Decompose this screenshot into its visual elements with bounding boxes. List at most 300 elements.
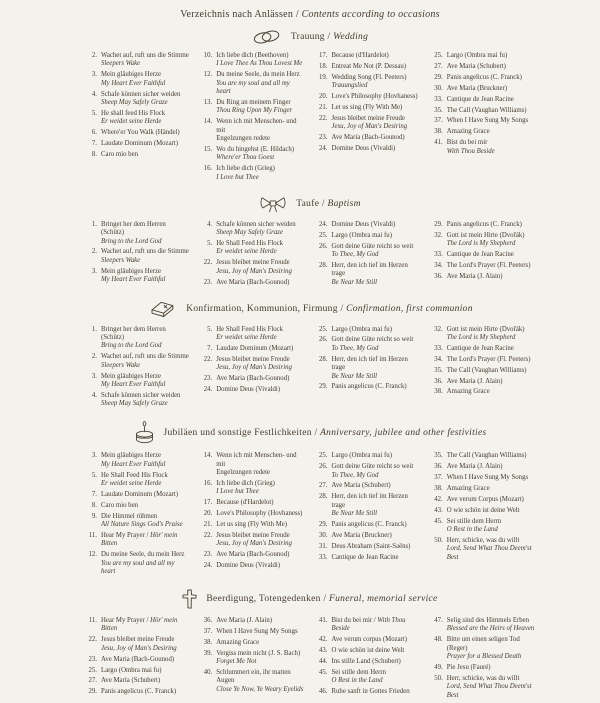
song-subtitle: Jesu, Joy of Man's Desiring [101,644,177,652]
page-title [84,9,536,20]
song-entry [199,240,305,257]
column-2 [199,221,305,290]
song-number: 3. [91,452,97,460]
song-number: 17. [203,499,213,507]
song-number: 44. [319,658,328,666]
song-text [216,510,305,518]
song-text [101,140,190,148]
song-subtitle: My Heart Ever Faithful [101,79,166,87]
song-text [216,356,305,373]
song-entry [430,117,536,125]
song-subtitle: Jesu, Joy of Man's Desiring [216,540,292,548]
song-title: Selig sind des Himmels Erben [446,616,530,624]
song-entry [84,373,190,390]
bible-icon [147,299,177,319]
song-number: 14. [203,118,213,126]
song-number: 25. [319,452,328,460]
song-text [216,259,305,276]
song-subtitle: To Thee, My God [331,471,379,479]
song-number: 6. [91,129,97,137]
cross-icon [182,588,197,610]
song-number: 11. [88,531,97,539]
song-number: 15. [203,146,213,154]
song-number: 25. [319,231,328,239]
song-text [332,52,421,60]
song-entry [199,356,305,373]
song-entry [199,650,305,667]
song-text [101,52,190,69]
song-title: Schafe können sicher weiden [101,90,181,98]
song-entry [84,617,190,634]
song-title-italic: Hör' mein Bitten [101,531,178,548]
song-entry [315,336,421,353]
song-text [447,85,536,93]
song-text [216,639,305,647]
column-4 [430,617,536,703]
song-entry [199,71,305,96]
song-entry [430,463,536,471]
song-text [216,562,305,570]
song-number: 29. [434,220,443,228]
song-entry [315,658,421,666]
song-subtitle: Sleepers Wake [101,256,141,264]
song-number: 20. [203,510,213,518]
song-number: 35. [434,366,443,374]
song-subtitle: Er weidet seine Herde [216,333,277,341]
song-number: 5. [91,109,97,117]
song-number: 36. [434,377,443,385]
song-subtitle: Engelzungen redete [216,135,271,143]
song-text [447,96,536,104]
song-title: Ave Maria (J. Alain) [446,463,503,471]
column-1 [84,52,190,162]
song-entry [84,502,190,510]
song-number: 33. [319,553,328,561]
song-title: The Lord's Prayer (Fl. Peeters) [446,355,531,363]
song-title: Ave Maria (Bach-Gounod) [216,278,290,286]
song-subtitle: Sleepers Wake [101,361,141,369]
song-text [216,628,305,636]
song-entry [84,326,190,351]
song-title: Wachet auf, ruft uns die Stimme [101,353,189,361]
section-heading-en: Wedding [333,32,369,42]
song-entry [199,628,305,636]
song-subtitle: You are my soul and all my heart [216,79,290,96]
song-number: 23. [203,278,213,286]
song-number: 4. [91,90,97,98]
song-text [101,656,190,664]
song-title: Largo (Ombra mai fu) [446,52,508,59]
section-heading-de: Taufe [296,198,320,209]
song-text [332,115,421,132]
song-subtitle: Bring to the Lord God [101,342,162,350]
song-title: Panis angelicus (C. Franck) [101,688,177,696]
song-title: Bringet her dem Herren (Schütz) [101,325,166,341]
song-title: Panis angelicus (C. Franck) [331,521,407,529]
song-subtitle: The Lord is My Shepherd [446,333,516,341]
song-text [332,493,421,518]
song-text [332,134,421,142]
song-number: 8. [91,501,97,509]
song-text [101,491,190,499]
song-text [332,104,421,112]
song-title: Hear My Prayer / Hör' mein Bitten [101,531,178,548]
song-title: Jesus bleibet meine Freude [216,531,290,539]
song-entry [199,165,305,182]
song-number: 7. [91,490,97,498]
song-number: 32. [434,325,443,333]
song-text [101,373,190,390]
section-heading-en: Anniversary, jubilee and other festivities [320,427,487,438]
song-entry [199,639,305,647]
song-number: 17. [319,52,328,59]
song-title: When I Have Sung My Songs [216,627,298,635]
song-entry [199,259,305,276]
song-title: O wie schön ist deine Welt [446,506,520,514]
song-text [101,129,190,137]
song-title: Ave Maria (Bruckner) [331,531,392,539]
song-number: 28. [319,493,328,501]
song-text [101,472,190,489]
song-entry [315,74,421,91]
song-entry [315,482,421,490]
song-subtitle: Engelzungen redete [216,469,271,476]
section-heading-text [164,428,487,438]
song-entry [315,647,421,655]
song-text [332,463,421,480]
song-title: Gott deine Güte reicht so weit [331,463,414,471]
song-number: 38. [434,484,443,492]
song-entry [84,151,190,159]
song-entry [430,139,536,156]
song-entry [199,551,305,559]
song-text [216,499,305,507]
song-number: 29. [88,688,97,696]
song-title: Bist du bei mir [446,139,488,147]
song-text [216,146,305,163]
song-text [216,99,305,116]
song-entry [199,499,305,507]
section-heading [84,420,536,445]
song-text [216,617,305,625]
song-text [101,513,190,530]
song-subtitle: Be Near Me Still [331,510,377,518]
song-entry [84,353,190,370]
column-4 [430,452,536,564]
song-entry [430,617,536,634]
song-title: Amazing Grace [446,484,490,492]
song-number: 48. [434,636,443,644]
song-title: Wenn ich mit Menschen- und mit [216,118,297,134]
song-entry [84,472,190,489]
section-heading-text [296,199,361,209]
column-2 [199,452,305,573]
song-title: Ich liebe dich (Beethoven) [216,52,289,59]
song-subtitle: Sleepers Wake [101,60,141,68]
song-text [216,532,305,549]
song-title: Amazing Grace [446,388,490,396]
song-entry [430,52,536,60]
song-text [216,452,305,477]
song-title: Because (d'Hardelot) [331,52,389,59]
section-heading-en: Confirmation, first communion [346,303,473,314]
song-number: 5. [207,240,213,247]
song-text [332,482,421,490]
song-title: Cantique de Jean Racine [446,344,514,352]
song-subtitle: Close Ye Now, Ye Weary Eyelids [216,685,304,693]
song-subtitle: Jesu, Joy of Man's Desiring [331,123,408,131]
song-text [216,345,305,353]
song-entry [199,532,305,549]
song-number: 10. [203,52,213,59]
song-number: 28. [319,355,328,363]
column-4 [430,221,536,284]
bow-icon [259,194,287,214]
song-text [101,353,190,370]
song-text [101,326,190,351]
song-text [332,356,421,381]
title-separator: / [293,9,302,20]
song-entry [430,537,536,562]
song-number: 2. [91,52,97,59]
song-title: Ave Maria (Bach-Gounod) [216,551,290,559]
song-number: 3. [91,267,97,275]
song-text [332,521,421,529]
song-title: Where'er You Walk (Händel) [101,129,180,137]
song-number: 37. [434,117,443,125]
song-text [332,221,421,229]
song-subtitle: My Heart Ever Faithful [101,276,166,284]
song-text [447,378,536,386]
song-text [101,677,190,685]
section-funeral [84,588,536,703]
song-entry [315,115,421,132]
song-entry [430,452,536,460]
song-title: Herr, schicke, was du willt [446,536,520,544]
section-heading-text [186,304,473,314]
song-title: He Shall Feed His Flock [216,325,284,333]
song-text [332,243,421,260]
song-title: The Call (Vaughan Williams) [446,106,527,114]
song-title: Cantique de Jean Racine [331,553,399,561]
song-number: 29. [319,521,328,529]
song-number: 26. [319,242,328,250]
song-title: Mein gläubiges Herze [101,71,162,79]
song-title: O wie schön ist deine Welt [331,647,405,655]
song-entry [430,367,536,375]
song-entry [430,107,536,115]
song-entry [199,386,305,394]
song-entry [199,345,305,353]
section-heading-de: Jubiläen und sonstige Festlichkeiten [163,427,312,438]
song-subtitle: Lord, Send What Thou Deem'st Best [446,545,532,561]
song-text [101,221,190,246]
song-subtitle: The Lord is My Shepherd [446,240,516,247]
song-entry [430,326,536,343]
song-text [332,74,421,91]
song-number: 40. [203,669,213,676]
song-entry [315,221,421,229]
heading-separator: / [311,427,321,438]
song-entry [84,491,190,499]
song-number: 46. [319,688,328,696]
song-number: 26. [319,336,328,344]
song-number: 28. [319,261,328,269]
song-title: Gott deine Güte reicht so weit [331,336,414,344]
song-title: Domine Deus (Vivaldi) [216,385,281,393]
song-title: Jesus bleibet meine Freude [331,114,405,122]
song-number: 38. [203,638,213,646]
song-entry [315,636,421,644]
song-subtitle: I Love but Thee [216,173,259,181]
song-text [447,107,536,115]
section-baptism [84,194,536,290]
song-entry [430,356,536,364]
song-subtitle: Bring to the Lord God [101,237,162,245]
song-title: He Shall Feed His Flock [216,240,284,247]
song-entry [430,96,536,104]
song-number: 35. [434,452,443,460]
song-title: Die Himmel rühmen [101,512,158,520]
song-text [447,367,536,375]
song-number: 38. [434,128,443,136]
song-title: Herr, den ich tief im Herzen trage [331,355,408,372]
song-number: 22. [203,531,213,539]
song-entry [199,669,305,694]
song-text [101,667,190,675]
song-title: Domine Deus (Vivaldi) [216,562,281,570]
song-text [447,507,536,515]
song-number: 33. [434,344,443,352]
song-number: 11. [88,616,97,624]
song-text [447,675,536,700]
song-title: Love's Philosophy (Hovhaness) [331,93,418,101]
song-subtitle: Prayer for a Blessed Death [446,653,522,661]
song-text [216,480,305,497]
song-entry [315,145,421,153]
section-heading-en: Baptism [327,198,361,209]
song-number: 47. [434,616,443,624]
cake-icon [134,420,155,445]
song-title: Domine Deus (Vivaldi) [331,145,396,153]
song-number: 2. [91,248,97,256]
song-text [216,326,305,343]
song-entry [199,521,305,529]
song-entry [430,273,536,281]
song-text [447,139,536,156]
song-title: Du Ring an meinem Finger [216,99,291,107]
song-subtitle: O Rest in the Land [446,526,498,534]
heading-separator: / [337,303,347,314]
song-subtitle: Trauungslied [331,82,368,90]
song-title: Ave Maria (Bruckner) [446,84,508,92]
song-number: 43. [319,647,328,655]
song-number: 3. [91,71,97,79]
song-entry [430,63,536,71]
column-4 [430,326,536,400]
song-number: 34. [434,261,443,269]
song-subtitle: Er weidet seine Herde [101,118,162,126]
song-number: 23. [203,551,213,559]
song-title: The Call (Vaughan Williams) [446,452,527,460]
song-entry [315,93,421,101]
song-entry [430,388,536,396]
song-entry [199,118,305,143]
song-entry [315,543,421,551]
column-3 [315,326,421,395]
song-title: Sei stille dem Herrn [446,517,502,525]
section-confirmation [84,299,536,412]
song-title: Ave Maria (Bach-Gounod) [331,134,405,142]
song-title: Ave verum Corpus (Mozart) [446,495,524,503]
song-number: 39. [203,649,213,657]
song-number: 25. [434,52,443,59]
song-subtitle: Er weidet seine Herde [216,248,277,256]
song-text [101,532,190,549]
song-text [216,551,305,559]
song-subtitle: To Thee, My God [331,344,379,352]
song-entry [84,110,190,127]
song-entry [199,617,305,625]
song-title: Panis angelicus (C. Franck) [446,220,522,228]
song-title: Ave Maria (Schubert) [101,677,161,685]
song-entry [430,232,536,249]
song-entry [315,669,421,686]
song-entry [430,485,536,493]
song-number: 31. [319,542,328,550]
song-title: Gott ist mein Hirte (Dvořák) [446,231,525,239]
song-number: 3. [91,372,97,380]
song-text [101,71,190,88]
song-subtitle: Sheep May Safely Graze [216,229,283,237]
song-entry [199,452,305,477]
song-entry [430,507,536,515]
song-text [447,221,536,229]
song-entry [199,52,305,69]
song-number: 23. [319,134,328,142]
song-subtitle: I Love Thee As Thou Lovest Me [216,60,303,68]
column-3 [315,221,421,290]
song-number: 21. [319,104,328,112]
song-title: The Call (Vaughan Williams) [446,366,527,374]
song-number: 37. [434,474,443,481]
song-title: Entreat Me Not (P. Dessau) [331,62,407,70]
song-entry [199,375,305,383]
song-text [332,636,421,644]
song-number: 20. [319,93,328,101]
song-title-italic: With Thou Beside [331,616,406,633]
song-number: 5. [207,325,213,333]
section-columns [84,617,536,703]
song-number: 24. [319,220,328,228]
song-subtitle: Sheep May Safely Graze [101,400,168,408]
section-wedding [84,29,536,185]
song-number: 35. [434,106,443,114]
song-number: 29. [319,383,328,391]
song-entry [199,146,305,163]
column-2 [199,617,305,697]
section-heading [84,588,536,610]
song-text [447,537,536,562]
song-subtitle: Er weidet seine Herde [101,479,162,487]
song-text [332,326,421,334]
song-number: 19. [319,73,328,81]
song-entry [315,688,421,696]
song-title: Laudate Dominum (Mozart) [216,344,294,352]
song-number: 23. [88,655,97,663]
song-title-italic: Hör' mein Bitten [101,616,178,633]
song-title: Laudate Dominum (Mozart) [101,490,179,498]
